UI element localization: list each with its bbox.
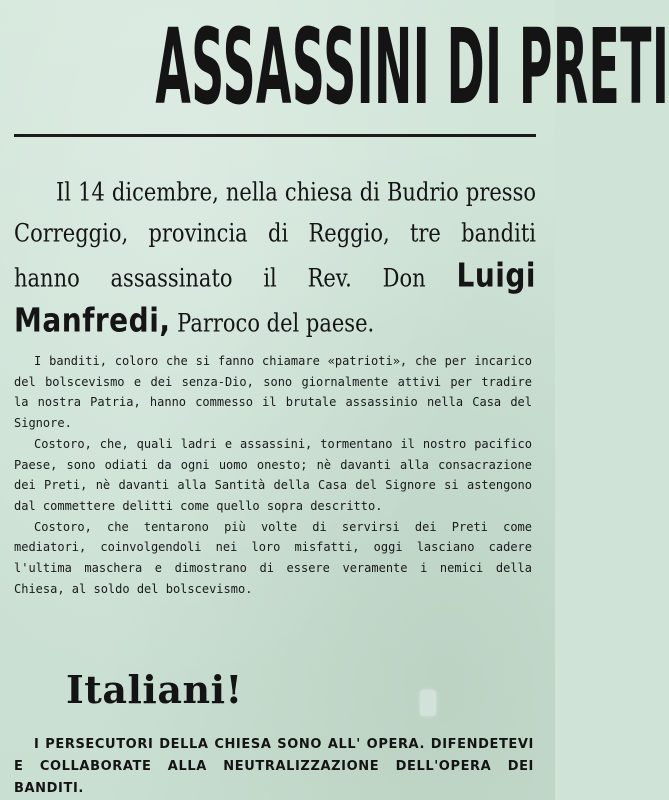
body-paragraph-2: Costoro, che, quali ladri e assassini, tormentano il nostro pacifico Paese, sono odiati da ogni uomo onesto; nè davanti alla consacrazione dei Preti, nè davanti alla Santità della Casa del Signore si astengono dal commettere delitti come quello sopra descritto. bbox=[14, 436, 532, 513]
body-text bbox=[14, 351, 532, 599]
poster-headline: ASSASSINI DI PRETI bbox=[155, 6, 669, 128]
closing-appeal: I PERSECUTORI DELLA CHIESA SONO ALL' OPERA. DIFENDETEVI E COLLABORATE ALLA NEUTRALIZZAZIONE DELL'OPERA DEI BANDITI. bbox=[14, 737, 534, 796]
victim-name: Luigi Manfredi, bbox=[14, 255, 536, 340]
body-paragraph-3: Costoro, che tentarono più volte di servirsi dei Preti come mediatori, coinvolgendoli nei loro misfatti, oggi lasciano cadere l'ultima maschera e dimostrano di essere veramente i nemici della Chiesa, al soldo del bolscevismo. bbox=[14, 519, 532, 596]
lead-text-after-name: Parroco del paese. bbox=[170, 308, 375, 338]
lead-text-before-name: Il 14 dicembre, nella chiesa di Budrio presso Correggio, provincia di Reggio, tre banditi hanno assassinato il Rev. Don bbox=[14, 177, 536, 293]
exclamation-heading: Italiani! bbox=[66, 667, 243, 712]
body-paragraph-1: I banditi, coloro che si fanno chiamare «patrioti», che per incarico del bolscevismo e dei senza-Dio, sono giornalmente attivi per tradire la nostra Patria, hanno commesso il brutale assassinio nella Casa del Signore. bbox=[14, 354, 532, 431]
lead-paragraph bbox=[14, 172, 536, 344]
headline-rule bbox=[14, 134, 536, 137]
paper-stain bbox=[420, 690, 436, 716]
